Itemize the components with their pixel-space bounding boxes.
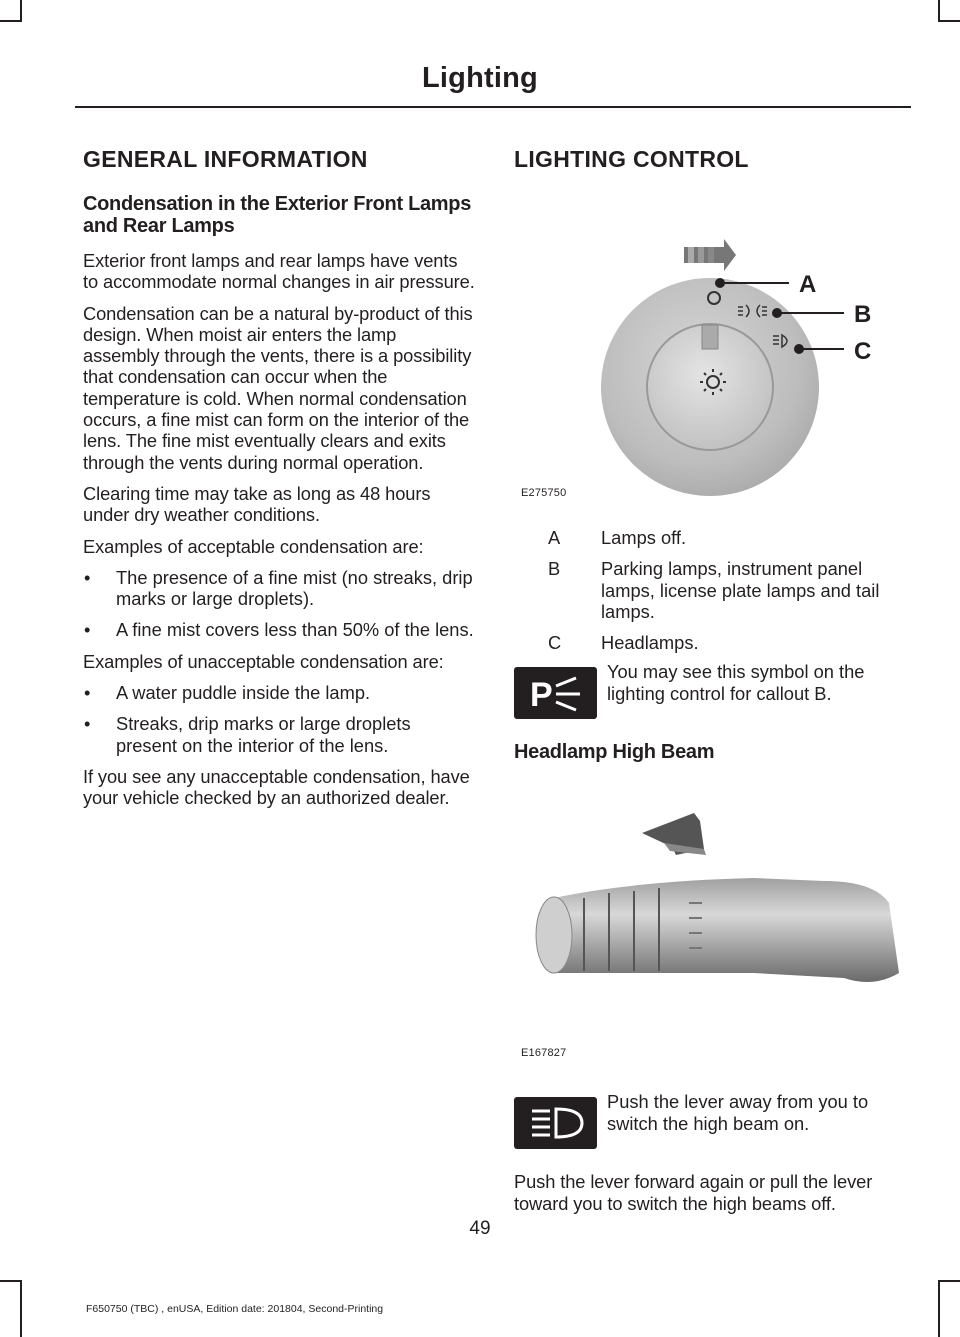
high-beam-symbol-note — [514, 1091, 906, 1149]
crop-mark — [938, 0, 940, 22]
callout-row — [514, 632, 906, 653]
footer-edition-info: F650750 (TBC) , enUSA, Edition date: 201804, Second-Printing — [86, 1303, 384, 1315]
parking-p-lamp-icon — [526, 673, 586, 713]
crop-mark — [20, 0, 22, 22]
parking-lamp-symbol — [514, 667, 597, 719]
section-title-lighting-control: LIGHTING CONTROL — [514, 146, 749, 172]
callout-letter: A — [548, 527, 561, 548]
high-beam-note-text: Push the lever away from you to switch the high beam on. — [607, 1091, 869, 1134]
list-item: • Streaks, drip marks or large droplets present on the interior of the lens. — [83, 713, 475, 756]
paragraph: If you see any unacceptable condensation, have your vehicle checked by an authorized dealer. — [83, 765, 470, 809]
high-beam-symbol — [514, 1097, 597, 1149]
crop-mark — [938, 20, 960, 22]
paragraph: Clearing time may take as long as 48 hours under dry weather conditions. — [83, 482, 431, 526]
unacceptable-condensation-list — [83, 682, 475, 756]
crop-mark — [20, 1280, 22, 1337]
list-item: • A fine mist covers less than 50% of the lens. — [83, 619, 475, 640]
section-title-general-information: GENERAL INFORMATION — [83, 146, 368, 172]
paragraph: Condensation can be a natural by-product of this design. When moist air enters the lamp assembly through the vents, there is a possibility that condensation can occur when the temperature is cold. When normal condensation occurs, a fine mist can form on the interior of the lens. The fine mist eventually clears and exits through the vents during normal operation. — [83, 302, 473, 473]
callout-letter: B — [548, 558, 561, 580]
lighting-control-dial-illustration — [514, 187, 906, 497]
crop-mark — [0, 1280, 22, 1282]
crop-mark — [938, 1280, 940, 1337]
paragraph: Push the lever forward again or pull the lever toward you to switch the high beams off. — [514, 1171, 873, 1214]
page-header-title: Lighting — [422, 62, 538, 94]
figure-id: E167827 — [521, 1047, 567, 1060]
list-item: • The presence of a fine mist (no streaks, drip marks or large droplets). — [83, 567, 475, 610]
crop-mark — [0, 20, 22, 22]
callout-letter: C — [548, 632, 562, 654]
symbol-note-text: You may see this symbol on the lighting control for callout B. — [607, 661, 865, 704]
high-beam-icon — [526, 1103, 586, 1143]
header-rule — [75, 106, 911, 108]
callout-description: Parking lamps, instrument panel lamps, license plate lamps and tail lamps. — [601, 558, 880, 622]
page-number: 49 — [469, 1218, 491, 1239]
lighting-control-figure — [514, 187, 906, 497]
subsection-title-condensation: Condensation in the Exterior Front Lamps and Rear Lamps — [83, 193, 472, 237]
callout-table — [514, 527, 906, 653]
high-beam-lever-illustration — [514, 763, 906, 1063]
callout-row — [514, 527, 906, 548]
callout-description: Headlamps. — [601, 632, 699, 654]
rotate-arrow-icon — [684, 239, 736, 271]
acceptable-condensation-list — [83, 567, 475, 641]
parking-symbol-note — [514, 661, 906, 719]
subsection-title-headlamp-high-beam: Headlamp High Beam — [514, 741, 715, 764]
push-forward-arrow-icon — [642, 813, 706, 855]
svg-text:P: P — [529, 676, 553, 714]
callout-label-b: B — [854, 301, 872, 328]
callout-label-a: A — [799, 271, 817, 298]
left-column — [83, 146, 475, 819]
callout-label-c: C — [854, 338, 872, 365]
paragraph: Exterior front lamps and rear lamps have vents to accommodate normal changes in air pressure. — [83, 250, 475, 293]
list-item: • A water puddle inside the lamp. — [83, 682, 475, 703]
callout-row — [514, 558, 906, 622]
crop-mark — [938, 1280, 960, 1282]
callout-description: Lamps off. — [601, 527, 687, 548]
right-column — [514, 146, 906, 1224]
paragraph: Examples of unacceptable condensation are: — [83, 650, 444, 672]
paragraph: Examples of acceptable condensation are: — [83, 535, 424, 557]
high-beam-lever-figure — [514, 763, 906, 1063]
figure-id: E275750 — [521, 487, 567, 499]
